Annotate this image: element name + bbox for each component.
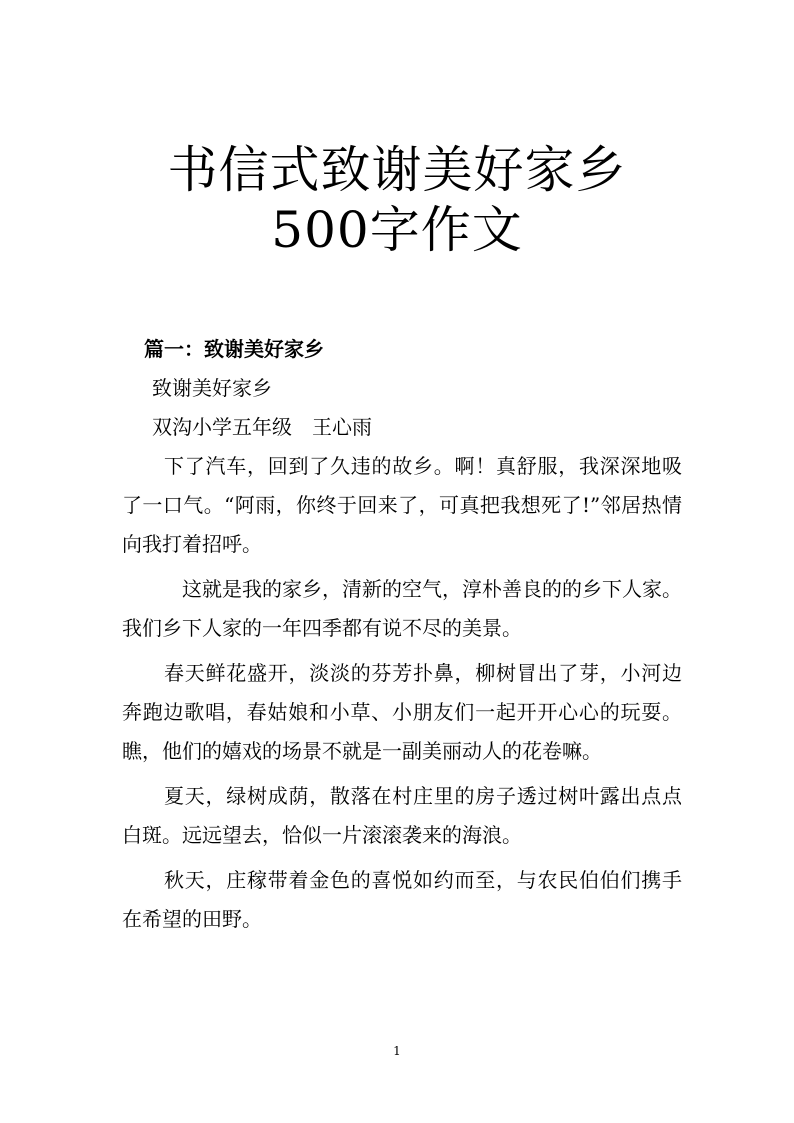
document-title: 书信式致谢美好家乡500字作文 (167, 141, 627, 259)
paragraph: 春天鲜花盛开，淡淡的芬芳扑鼻，柳树冒出了芽，小河边奔跑边歌唱，春姑娘和小草、小朋友们一起开开心心的玩耍。瞧，他们的嬉戏的场景不就是一副美丽动人的花卷嘛。 (122, 661, 682, 763)
byline: 双沟小学五年级 王心雨 (152, 415, 372, 439)
paragraph: 这就是我的家乡，清新的空气，淳朴善良的的乡下人家。 我们乡下人家的一年四季都有说不尽的美景。 (122, 577, 682, 640)
page-number: 1 (393, 1044, 401, 1058)
paragraph: 下了汽车，回到了久违的故乡。啊！真舒服，我深深地吸了一口气。“阿雨，你终于回来了，可真把我想死了!”邻居热情向我打着招呼。 (122, 454, 682, 556)
section-heading: 篇一：致谢美好家乡 (144, 337, 324, 361)
article-title: 致谢美好家乡 (152, 376, 272, 400)
paragraph: 秋天，庄稼带着金色的喜悦如约而至，与农民伯伯们携手在希望的田野。 (122, 868, 682, 931)
paragraph: 夏天，绿树成荫，散落在村庄里的房子透过树叶露出点点白斑。远远望去，恰似一片滚滚袭来的海浪。 (122, 784, 682, 847)
document-body (122, 330, 682, 939)
